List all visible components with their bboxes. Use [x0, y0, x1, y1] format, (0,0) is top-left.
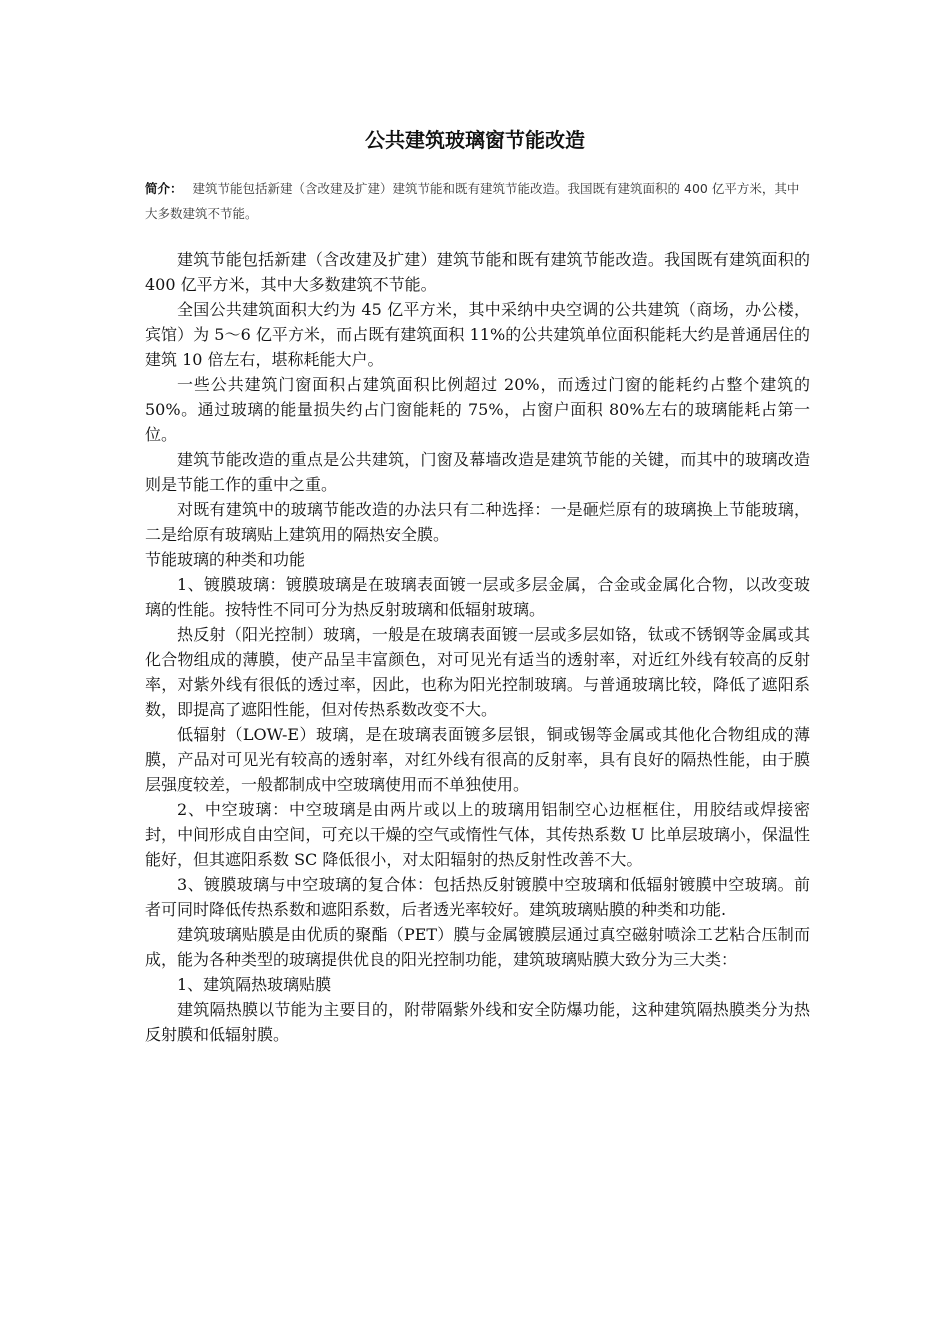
paragraph: 3、镀膜玻璃与中空玻璃的复合体：包括热反射镀膜中空玻璃和低辐射镀膜中空玻璃。前者可同时降低传热系数和遮阳系数，后者透光率较好。建筑玻璃贴膜的种类和功能.	[145, 875, 810, 919]
summary-label: 简介：	[145, 181, 183, 196]
paragraph: 1、建筑隔热玻璃贴膜	[177, 975, 332, 994]
paragraph: 建筑隔热膜以节能为主要目的，附带隔紫外线和安全防爆功能，这种建筑隔热膜类分为热反射膜和低辐射膜。	[145, 1000, 810, 1044]
paragraph: 建筑玻璃贴膜是由优质的聚酯（PET）膜与金属镀膜层通过真空磁射喷涂工艺粘合压制而成，能为各种类型的玻璃提供优良的阳光控制功能，建筑玻璃贴膜大致分为三大类：	[145, 925, 810, 969]
paragraph: 全国公共建筑面积大约为 45 亿平方米，其中采纳中央空调的公共建筑（商场，办公楼，宾馆）为 5～6 亿平方米，而占既有建筑面积 11%的公共建筑单位面积能耗大约是普通居住的建筑 10 倍左右，堪称耗能大户。	[145, 300, 810, 369]
paragraph: 热反射（阳光控制）玻璃，一般是在玻璃表面镀一层或多层如铬，钛或不锈钢等金属或其化合物组成的薄膜，使产品呈丰富颜色，对可见光有适当的透射率，对近红外线有较高的反射率，对紫外线有很低的透过率，因此，也称为阳光控制玻璃。与普通玻璃比较，降低了遮阳系数，即提高了遮阳性能，但对传热系数改变不大。	[145, 625, 810, 719]
summary-text: 建筑节能包括新建（含改建及扩建）建筑节能和既有建筑节能改造。我国既有建筑面积的 400 亿平方米，其中大多数建筑不节能。	[145, 181, 800, 221]
paragraph: 1、镀膜玻璃：镀膜玻璃是在玻璃表面镀一层或多层金属，合金或金属化合物，以改变玻璃的性能。按特性不同可分为热反射玻璃和低辐射玻璃。	[145, 575, 810, 619]
paragraph: 对既有建筑中的玻璃节能改造的办法只有二种选择：一是砸烂原有的玻璃换上节能玻璃，二是给原有玻璃贴上建筑用的隔热安全膜。	[145, 500, 810, 544]
summary	[145, 176, 810, 226]
paragraph: 2、中空玻璃：中空玻璃是由两片或以上的玻璃用铝制空心边框框住，用胶结或焊接密封，中间形成自由空间，可充以干燥的空气或惰性气体，其传热系数 U 比单层玻璃小，保温性能好，但其遮阳系数 SC 降低很小，对太阳辐射的热反射性改善不大。	[145, 800, 810, 869]
document-body	[145, 247, 810, 1047]
document-title: 公共建筑玻璃窗节能改造	[365, 128, 585, 152]
paragraph: 低辐射（LOW-E）玻璃，是在玻璃表面镀多层银，铜或锡等金属或其他化合物组成的薄膜，产品对可见光有较高的透射率，对红外线有很高的反射率，具有良好的隔热性能，由于膜层强度较差，一般都制成中空玻璃使用而不单独使用。	[145, 725, 810, 794]
section-heading: 节能玻璃的种类和功能	[145, 550, 306, 569]
paragraph: 一些公共建筑门窗面积占建筑面积比例超过 20%，而透过门窗的能耗约占整个建筑的 50%。通过玻璃的能量损失约占门窗能耗的 75%，占窗户面积 80%左右的玻璃能耗占第一位。	[145, 375, 810, 444]
paragraph: 建筑节能改造的重点是公共建筑，门窗及幕墙改造是建筑节能的关键，而其中的玻璃改造则是节能工作的重中之重。	[145, 450, 810, 494]
paragraph: 建筑节能包括新建（含改建及扩建）建筑节能和既有建筑节能改造。我国既有建筑面积的 400 亿平方米，其中大多数建筑不节能。	[145, 250, 810, 294]
